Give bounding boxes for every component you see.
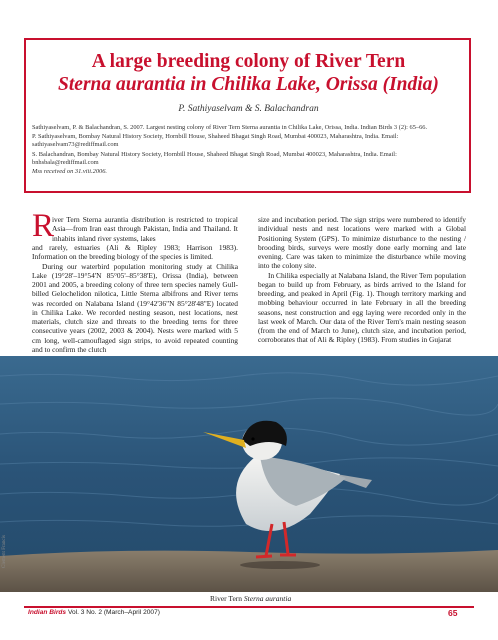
authors: P. Sathiyaselvam & S. Balachandran: [178, 104, 319, 114]
page-number: 65: [448, 608, 458, 618]
article-metadata: [32, 124, 464, 177]
citation: Sathiyaselvam, P. & Balachandran, S. 2007. Largest nesting colony of River Tern Sterna aurantia in Chilika Lake, Orissa, India. Indian Birds 3 (2): 65–66.: [32, 124, 428, 131]
paragraph-1-rest: and rarely, estuaries (Ali & Ripley 1983; Harrison 1983). Information on the breeding biology of the species is limited.: [32, 243, 238, 262]
journal-name: Indian Birds: [28, 609, 67, 616]
column-1-intro: [52, 215, 238, 243]
caption-scientific-name: Sterna aurantia: [243, 594, 292, 603]
title-line-1: A large breeding colony of River Tern: [91, 51, 406, 72]
river-tern-photo: [0, 356, 498, 592]
paragraph-1-first: iver Tern Sterna aurantia distribution is restricted to tropical Asia—from Iran east through Pakistan, India and Thailand. It inhabits inland river systems, lakes: [52, 215, 238, 243]
photo-caption: [210, 594, 291, 603]
affiliation-1: P. Sathiyaselvam, Bombay Natural History Society, Hornbill House, Shaheed Bhagat Singh Road, Mumbai 400023, Maharashtra, India. Email: sathiyaselvam73@rediffmail.com: [32, 133, 399, 149]
paragraph-3: size and incubation period. The sign strips were numbered to identify individual nests and nest locations were marked with a Global Positioning System (GPS). To minimize disturbance to the nesting / brooding birds, surveys were mostly done early morning and late evening. Care was taken to minimize the disturbance while moving into the colony site.: [258, 215, 466, 271]
paragraph-2: During our waterbird population monitoring study at Chilika Lake (19°28'–19°54'N 85°05'–85°38'E), Orissa (India), between 2001 and 2005, a breeding colony of three tern species namely Gull-billed Gelochelidon nilotica, Little Sterna albifrons and River terns was recorded on Nalabana Island (19°42'36"N 85°28'48"E) located in Chilika Lake. We recorded nesting season, nest locations, nest materials, clutch size and threats to the breeding terns for three consecutive years (2002, 2003 & 2004). Nests were marked with 5 cm long, well-camouflaged sign strips, to avoid repeated counting and to confirm the clutch: [32, 261, 238, 354]
footer-rule: [24, 606, 474, 608]
journal-footer: [28, 609, 160, 616]
column-1: [32, 243, 238, 354]
journal-issue: Vol. 3 No. 2 (March–April 2007): [66, 609, 160, 616]
affiliation-2: S. Balachandran, Bombay Natural History Society, Hornbill House, Shaheed Bhagat Singh Road, Mumbai 400023, Maharashtra, India. Email: bnhsbala@rediffmail.com: [32, 150, 397, 166]
photo-credit: Clement Francis: [2, 535, 7, 568]
article-title: [30, 50, 467, 96]
title-line-2: Sterna aurantia in Chilika Lake, Orissa (India): [58, 74, 439, 95]
caption-common-name: River Tern: [210, 594, 244, 603]
received-date: Mss received on 31.viii.2006.: [32, 168, 108, 176]
drop-cap: R: [32, 208, 55, 244]
column-2: [258, 215, 466, 345]
paragraph-4: In Chilika especially at Nalabana Island, the River Tern population began to build up from February, as birds arrived to the Island for breeding, and peaked in April (Fig. 1). Though territory marking and mobbing behaviour occurred in late February in all the breeding seasons, nest construction and egg laying were recorded only in the last week of March. Our data of the River Tern's main nesting season (from the end of March to June), clutch size, and incubation period, corroborates that of Ali & Ripley (1983). From studies in Gujarat: [258, 270, 466, 345]
